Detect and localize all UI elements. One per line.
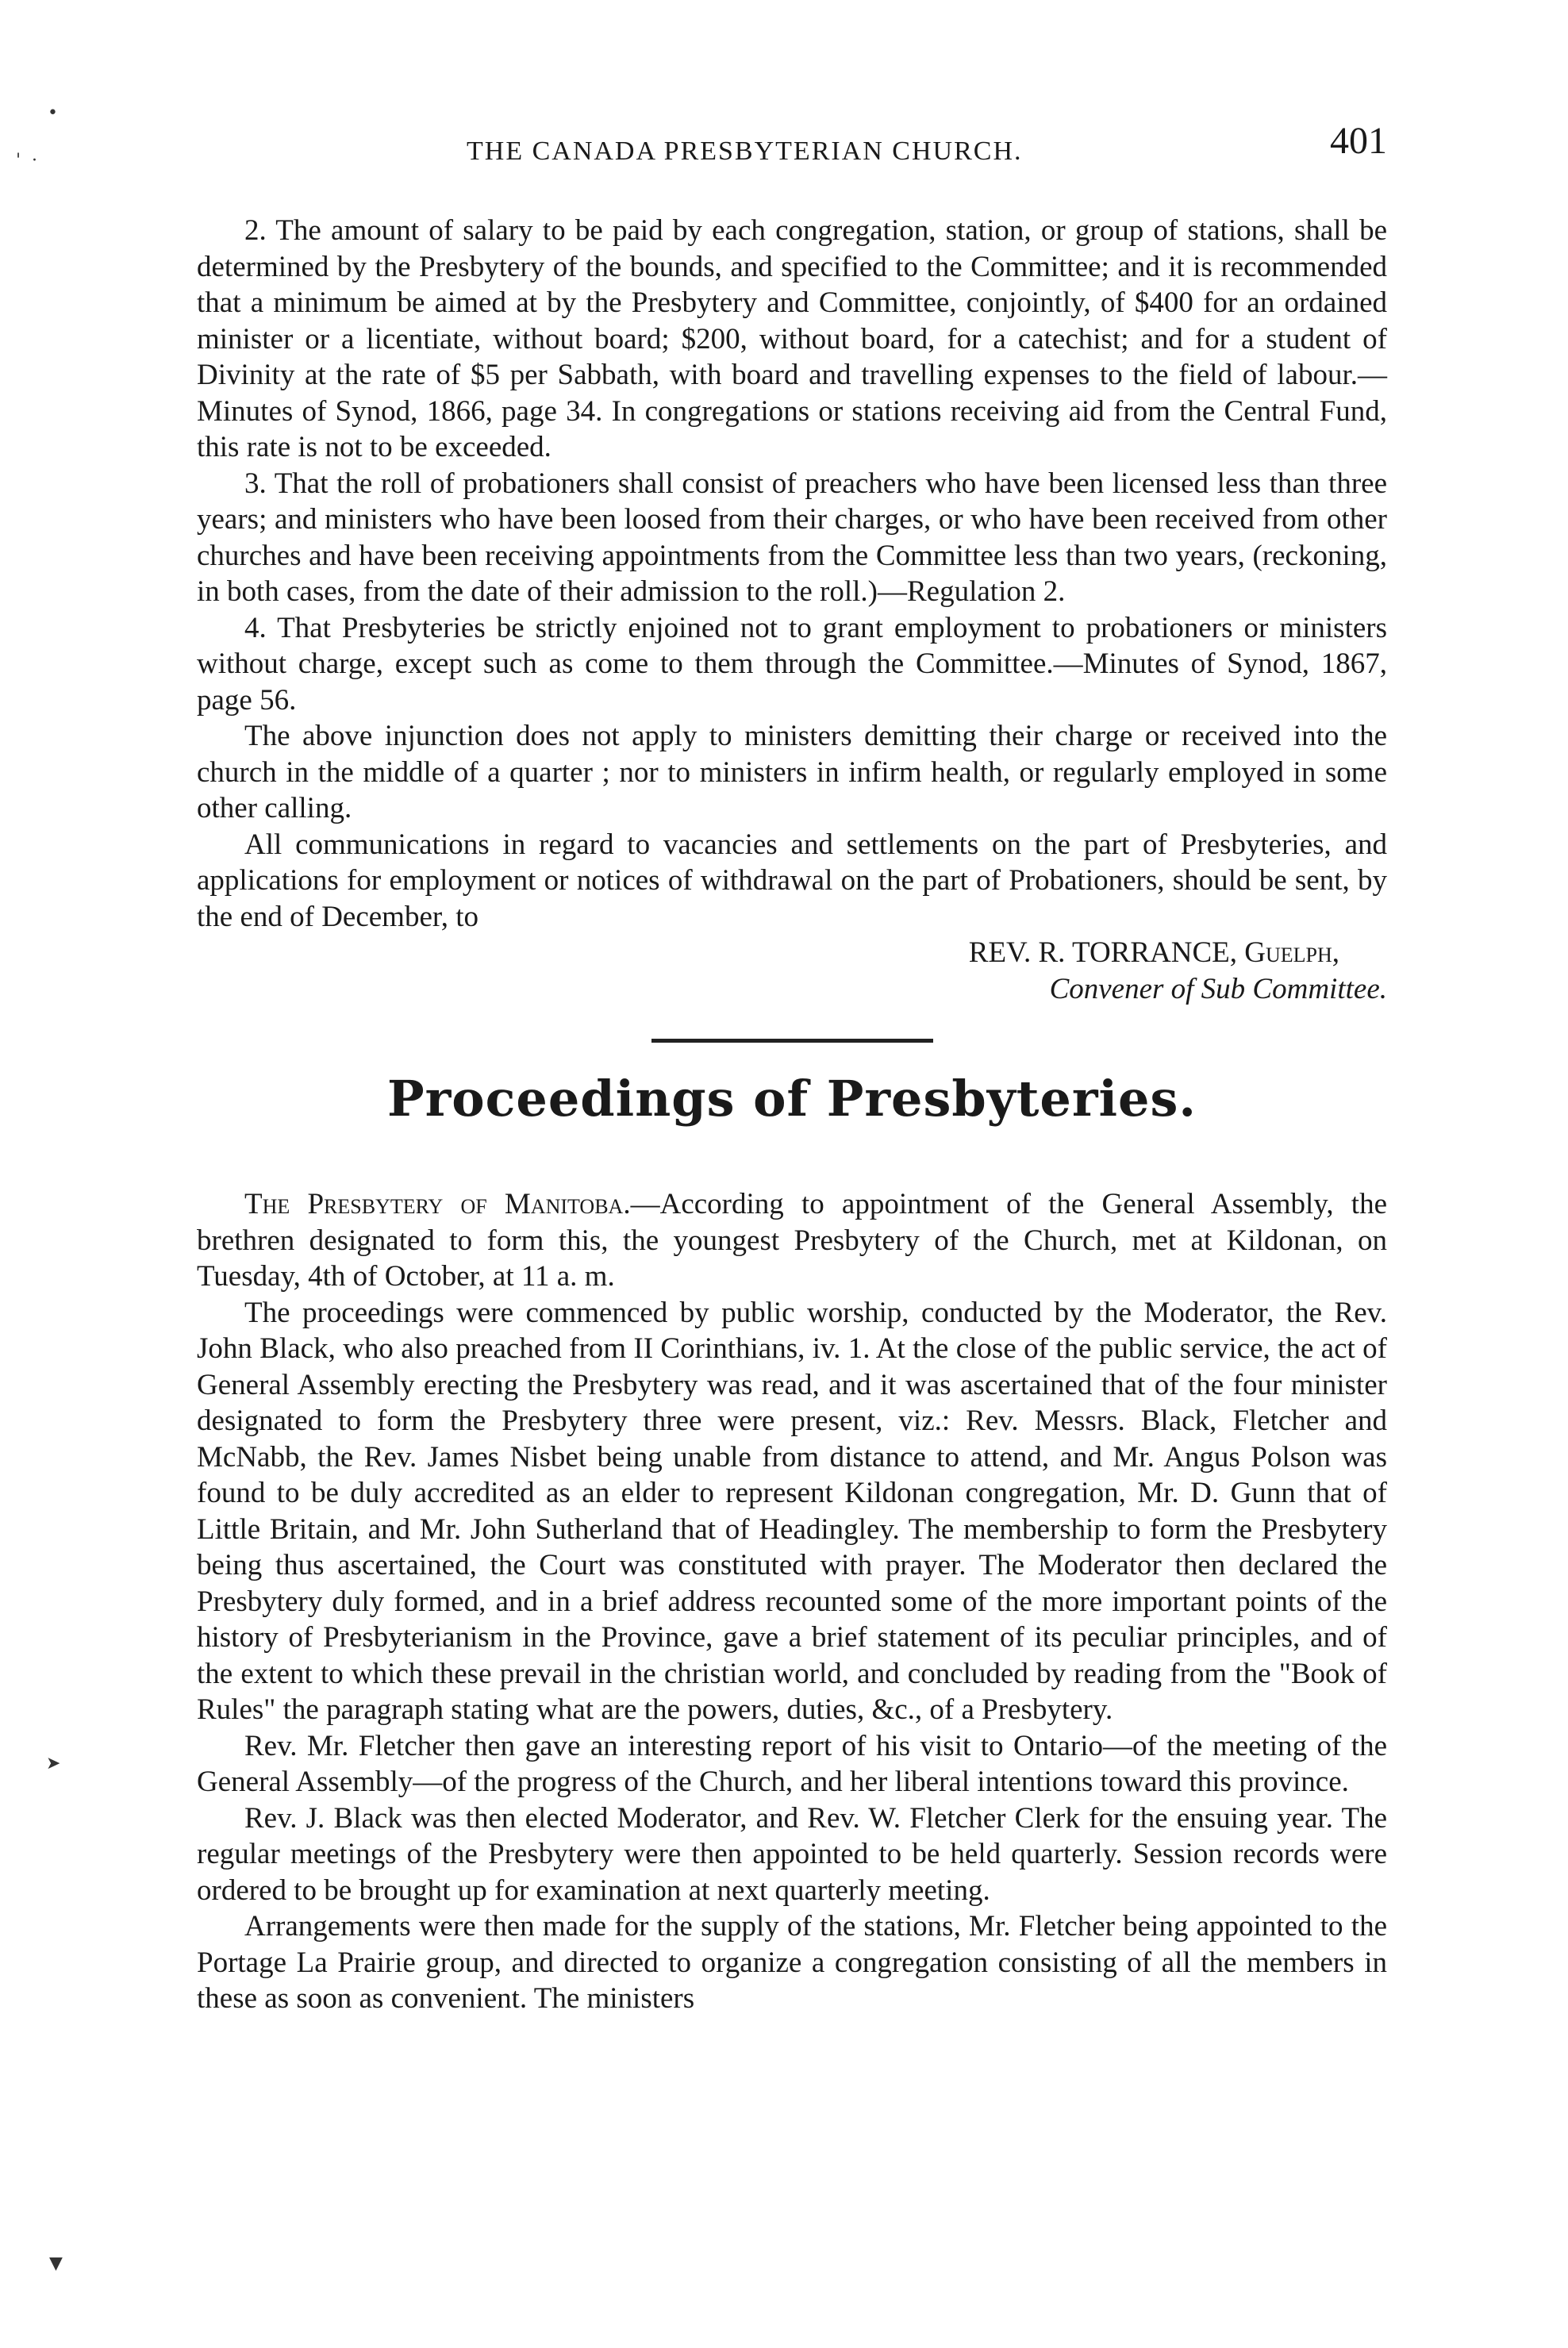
margin-dot-mark: • (48, 103, 58, 123)
lead-text: —According to appointment of the General Assembly, the brethren designated to form this, the youngest Presbytery of the Church, met at Kildonan, on Tuesday, 4th of October, at 11 a. m. (197, 1188, 1388, 1293)
regulations-text (197, 213, 1387, 935)
paragraph-arrangements: Arrangements were then made for the supply of the stations, Mr. Fletcher being appointed to the Portage La Prairie group, and directed to organize a congregation consisting of all the members in these as soon as convenient. The ministers (197, 1910, 1387, 2015)
signature-block (197, 935, 1387, 1007)
signature-role: Convener of Sub Committee. (1049, 972, 1387, 1005)
document-page (197, 119, 1387, 2017)
section-heading: Proceedings of Presbyteries. (387, 1070, 1197, 1128)
signature-city: Guelph, (1244, 936, 1339, 969)
running-head (197, 119, 1387, 183)
paragraph-proceedings: The proceedings were commenced by public worship, conducted by the Moderator, the Rev. John Black, who also preached from II Corinthians, iv. 1. At the close of the public service, the act of General Assembly erecting the Presbytery was read, and it was ascertained that of the four minister designated to form the Presbytery three were present, viz.: Rev. Messrs. Black, Fletcher and McNabb, the Rev. James Nisbet being unable from distance to attend, and Mr. Angus Polson was found to be duly accredited as an elder to represent Kildonan congregation, Mr. D. Gunn that of Little Britain, and Mr. John Sutherland that of Headingley. The membership to form the Presbytery being thus ascertained, the Court was constituted with prayer. The Moderator then declared the Presbytery duly formed, and in a brief address recounted some of the more important points of the history of Presbyterianism in the Province, gave a brief statement of its peculiar principles, and of the extent to which these prevail in the christian world, and concluded by reading from the "Book of Rules" the paragraph stating what are the powers, duties, &c., of a Presbytery. (197, 1296, 1387, 1726)
paragraph-lead (197, 1186, 1387, 1295)
paragraph-fletcher-report: Rev. Mr. Fletcher then gave an interesting report of his visit to Ontario—of the meeting of the General Assembly—of the progress of the Church, and her liberal intentions toward this province. (197, 1729, 1387, 1798)
presbytery-name: The Presbytery of Manitoba. (244, 1188, 631, 1220)
paragraph-item-4: 4. That Presbyteries be strictly enjoined not to grant employment to probationers or ministers without charge, except such as come to them through the Committee.—Minutes of Synod, 1867, page 56. (197, 611, 1387, 717)
margin-arrow-mark: ➤ (46, 1754, 61, 1773)
page-number: 401 (1330, 120, 1387, 162)
paragraph-communications: All communications in regard to vacancies and settlements on the part of Presbyteries, and applications for employment or notices of withdrawal on the part of Probationers, should be sent, by the end of December, to (197, 828, 1387, 933)
paragraph-item-2: 2. The amount of salary to be paid by each congregation, station, or group of stations, shall be determined by the Presbytery of the bounds, and specified to the Committee; and it is recommended that a minimum be aimed at by the Presbytery and Committee, conjointly, of $400 for an ordained minister or a licentiate, without board; $200, without board, for a catechist; and for a student of Divinity at the rate of $5 per Sabbath, with board and travelling expenses to the field of labour.—Minutes of Synod, 1866, page 34. In congregations or stations receiving aid from the Central Fund, this rate is not to be exceeded. (197, 214, 1387, 463)
margin-tick-mark: ' · (16, 151, 38, 171)
paragraph-election: Rev. J. Black was then elected Moderator, and Rev. W. Fletcher Clerk for the ensuing year. The regular meetings of the Presbytery were then appointed to be held quarterly. Session records were ordered to be brought up for examination at next quarterly meeting. (197, 1801, 1387, 1907)
proceedings-text (197, 1186, 1387, 2017)
signature-name (197, 935, 1387, 971)
margin-arrow-mark-lower: ▼ (49, 2254, 63, 2273)
section-divider (651, 1039, 933, 1043)
paragraph-item-3: 3. That the roll of probationers shall consist of preachers who have been licensed less than three years; and ministers who have been loosed from their charges, or who have been received from other churches and have been receiving appointments from the Committee less than two years, (reckoning, in both cases, from the date of their admission to the roll.)—Regulation 2. (197, 467, 1387, 608)
signature-title: REV. R. TORRANCE, (968, 936, 1245, 969)
running-title: THE CANADA PRESBYTERIAN CHURCH. (467, 136, 1023, 166)
paragraph-injunction: The above injunction does not apply to ministers demitting their charge or received into the church in the middle of a quarter ; nor to ministers in infirm health, or regularly employed in some other calling. (197, 720, 1387, 824)
